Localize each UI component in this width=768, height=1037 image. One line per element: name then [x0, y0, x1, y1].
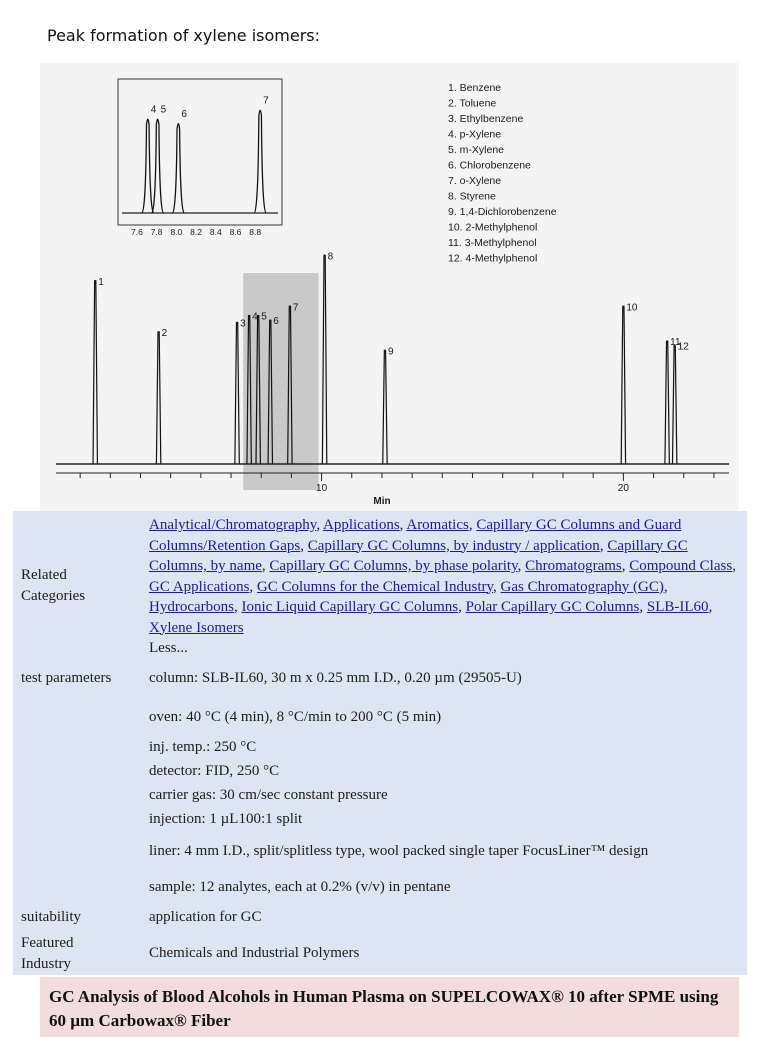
- peak-label: 8: [327, 251, 334, 263]
- param-injection: injection: 1 µL100:1 split: [149, 811, 303, 827]
- param-sample: sample: 12 analytes, each at 0.2% (v/v) in pentane: [149, 879, 451, 895]
- chromatogram-peak: [156, 332, 160, 464]
- category-link[interactable]: Chromatograms: [525, 558, 622, 574]
- next-application-title[interactable]: GC Analysis of Blood Alcohols in Human Plasma on SUPELCOWAX® 10 after SPME using 60 µm Carbowax® Fiber: [49, 987, 719, 1030]
- peak-label: 2: [161, 327, 168, 339]
- chromatogram-chart: [40, 63, 739, 511]
- inset-peak-label: 6: [181, 109, 187, 121]
- legend-item: 10. 2-Methylphenol: [448, 221, 538, 234]
- category-link[interactable]: Compound Class: [629, 558, 733, 574]
- category-link[interactable]: Gas Chromatography (GC): [500, 578, 664, 595]
- category-link[interactable]: Capillary GC Columns, by name: [149, 537, 688, 574]
- category-link[interactable]: Analytical/Chromatography: [149, 517, 317, 533]
- peak-label: 9: [387, 346, 394, 358]
- peak-label: 4: [252, 311, 258, 323]
- chromatogram-peak: [621, 306, 625, 464]
- chromatogram-peak: [383, 350, 387, 464]
- chromatogram-svg: [40, 63, 739, 511]
- legend-item: 1. Benzene: [448, 82, 502, 94]
- peak-label: 1: [98, 276, 104, 288]
- category-links: Analytical/Chromatography, Applications, Aromatics, Capillary GC Columns and Guard Columns/Retention Gaps, Capillary GC Columns, by industry / application, Capillary GC Columns, by name, Capillary GC Columns, by phase polarity, Chromatograms, Compound Class, GC Applications, GC Columns for the Chemical Industry, Gas Chromatography (GC), Hydrocarbons, Ionic Liquid Capillary GC Columns, Polar Capillary GC Columns, SLB-IL60, Xylene Isomers Less...: [149, 517, 736, 656]
- legend-item: 3. Ethylbenzene: [448, 113, 524, 125]
- peak-label: 6: [273, 316, 279, 328]
- chromatogram-peak: [672, 346, 676, 464]
- category-link[interactable]: Polar Capillary GC Columns: [465, 599, 640, 615]
- inset-peak-label: 4: [150, 104, 157, 116]
- less-link[interactable]: Less...: [149, 640, 188, 656]
- category-link[interactable]: Ionic Liquid Capillary GC Columns: [241, 599, 459, 615]
- peak-label: 12: [677, 341, 689, 353]
- chromatogram-peak: [235, 323, 239, 464]
- peak-label: 7: [292, 302, 299, 314]
- product-info-panel: [13, 511, 747, 975]
- suitability-value: application for GC: [149, 909, 262, 925]
- chromatogram-peak: [93, 281, 97, 464]
- test-parameters-label: test parameters: [21, 670, 112, 686]
- featured-industry-label: Featured Industry: [21, 935, 74, 972]
- category-link[interactable]: Xylene Isomers: [149, 619, 244, 636]
- legend-item: 2. Toluene: [448, 97, 497, 110]
- param-inj-temp: inj. temp.: 250 °C: [149, 739, 257, 755]
- inset-tick-label: 7.6: [131, 227, 143, 237]
- param-column: column: SLB-IL60, 30 m x 0.25 mm I.D., 0.20 µm (29505-U): [149, 670, 522, 686]
- legend-item: 4. p-Xylene: [448, 128, 502, 141]
- category-link[interactable]: Aromatics: [406, 517, 469, 533]
- chromatogram-peak: [322, 255, 326, 464]
- legend-item: 6. Chlorobenzene: [448, 159, 531, 172]
- inset-peak-label: 7: [263, 95, 269, 107]
- category-link[interactable]: SLB-IL60: [646, 599, 709, 615]
- next-application-box: [40, 977, 739, 1037]
- highlight-region: [243, 273, 318, 490]
- chromatogram-peak: [665, 341, 669, 464]
- inset-tick-label: 8.4: [209, 227, 222, 237]
- param-detector: detector: FID, 250 °C: [149, 763, 280, 779]
- inset-tick-label: 7.8: [150, 227, 163, 237]
- featured-industry-value: Chemicals and Industrial Polymers: [149, 945, 360, 961]
- inset-tick-label: 8.2: [190, 227, 202, 237]
- peak-label: 5: [261, 311, 267, 323]
- related-categories-label: Related Categories: [21, 567, 86, 604]
- legend-item: 7. o-Xylene: [448, 175, 502, 187]
- inset-peak-label: 5: [160, 104, 167, 116]
- category-link[interactable]: Capillary GC Columns, by phase polarity: [269, 558, 518, 574]
- peak-label: 10: [626, 302, 638, 314]
- x-tick-label: 10: [316, 483, 328, 494]
- inset-box: [118, 79, 282, 225]
- inset-tick-label: 8.6: [229, 227, 242, 237]
- page-heading: Peak formation of xylene isomers:: [47, 26, 321, 45]
- param-oven: oven: 40 °C (4 min), 8 °C/min to 200 °C (5 min): [149, 709, 442, 725]
- param-carrier-gas: carrier gas: 30 cm/sec constant pressure: [149, 787, 388, 803]
- category-link[interactable]: GC Columns for the Chemical Industry: [256, 578, 494, 595]
- legend-item: 5. m-Xylene: [448, 144, 505, 156]
- legend-item: 12. 4-Methylphenol: [448, 252, 538, 265]
- legend-item: 8. Styrene: [448, 190, 496, 203]
- peak-label: 11: [670, 337, 681, 349]
- category-link[interactable]: GC Applications: [149, 578, 250, 595]
- category-link[interactable]: Capillary GC Columns, by industry / application: [307, 537, 600, 554]
- category-link[interactable]: Applications: [323, 517, 400, 533]
- x-tick-label: 20: [617, 483, 629, 494]
- param-liner: liner: 4 mm I.D., split/splitless type, wool packed single taper FocusLiner™ design: [149, 843, 649, 859]
- legend-item: 11. 3-Methylphenol: [448, 237, 537, 249]
- peak-label: 3: [240, 318, 246, 330]
- suitability-label: suitability: [21, 909, 81, 925]
- category-link[interactable]: Hydrocarbons: [149, 599, 234, 615]
- category-link[interactable]: Capillary GC Columns and Guard Columns/Retention Gaps: [149, 517, 682, 554]
- inset-tick-label: 8.0: [170, 227, 183, 237]
- legend-item: 9. 1,4-Dichlorobenzene: [448, 206, 557, 218]
- x-axis-label: Min: [373, 496, 391, 507]
- inset-tick-label: 8.8: [249, 227, 262, 237]
